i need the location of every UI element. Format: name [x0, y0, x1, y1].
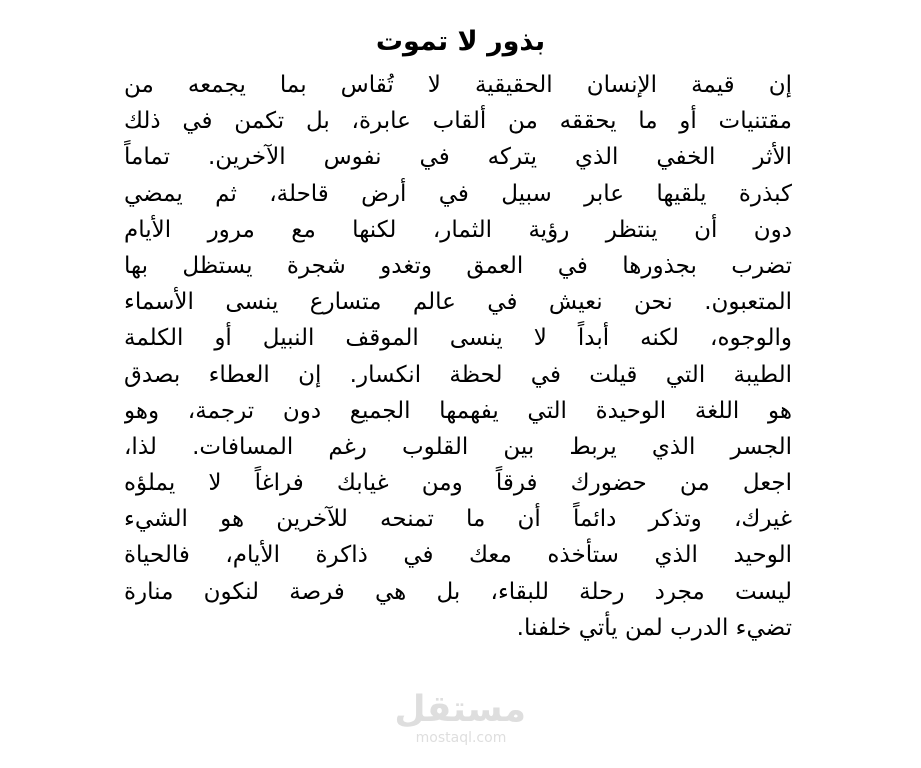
text-line: الوحيد الذي ستأخذه معك في ذاكرة الأيام، فالحياة	[124, 542, 792, 569]
text-line: تضرب بجذورها في العمق وتغدو شجرة يستظل بها	[124, 252, 792, 279]
text-line: الجسر الذي يربط بين القلوب رغم المسافات. لذا،	[124, 433, 792, 460]
text-line: الطيبة التي قيلت في لحظة انكسار. إن العطاء بصدق	[124, 361, 792, 388]
text-line: المتعبون. نحن نعيش في عالم متسارع ينسى الأسماء	[124, 289, 792, 316]
document-title: بذور لا تموت	[375, 26, 546, 57]
text-line: والوجوه، لكنه أبداً لا ينسى الموقف النبيل أو الكلمة	[124, 325, 792, 352]
text-line: ليست مجرد رحلة للبقاء، بل هي فرصة لنكون منارة	[124, 578, 792, 605]
watermark-domain: mostaql.com	[415, 730, 507, 746]
text-line: اجعل من حضورك فرقاً ومن غيابك فراغاً لا يملؤه	[124, 470, 792, 497]
text-line: كبذرة يلقيها عابر سبيل في أرض قاحلة، ثم يمضي	[124, 180, 792, 207]
text-line: مقتنيات أو ما يحققه من ألقاب عابرة، بل تكمن في ذلك	[124, 108, 792, 135]
text-line: غيرك، وتذكر دائماً أن ما تمنحه للآخرين هو الشيء	[124, 506, 792, 533]
text-line-last: تضيء الدرب لمن يأتي خلفنا.	[516, 614, 792, 641]
document-body	[124, 67, 792, 646]
text-line: هو اللغة الوحيدة التي يفهمها الجميع دون ترجمة، وهو	[124, 397, 792, 424]
text-line: إن قيمة الإنسان الحقيقية لا تُقاس بما يجمعه من	[124, 72, 792, 98]
mostaql-watermark	[396, 690, 526, 756]
watermark-logo: مستقل	[394, 689, 526, 730]
text-line: دون أن ينتظر رؤية الثمار، لكنها مع مرور الأيام	[124, 216, 792, 243]
text-line: الأثر الخفي الذي يتركه في نفوس الآخرين. تماماً	[124, 144, 792, 171]
